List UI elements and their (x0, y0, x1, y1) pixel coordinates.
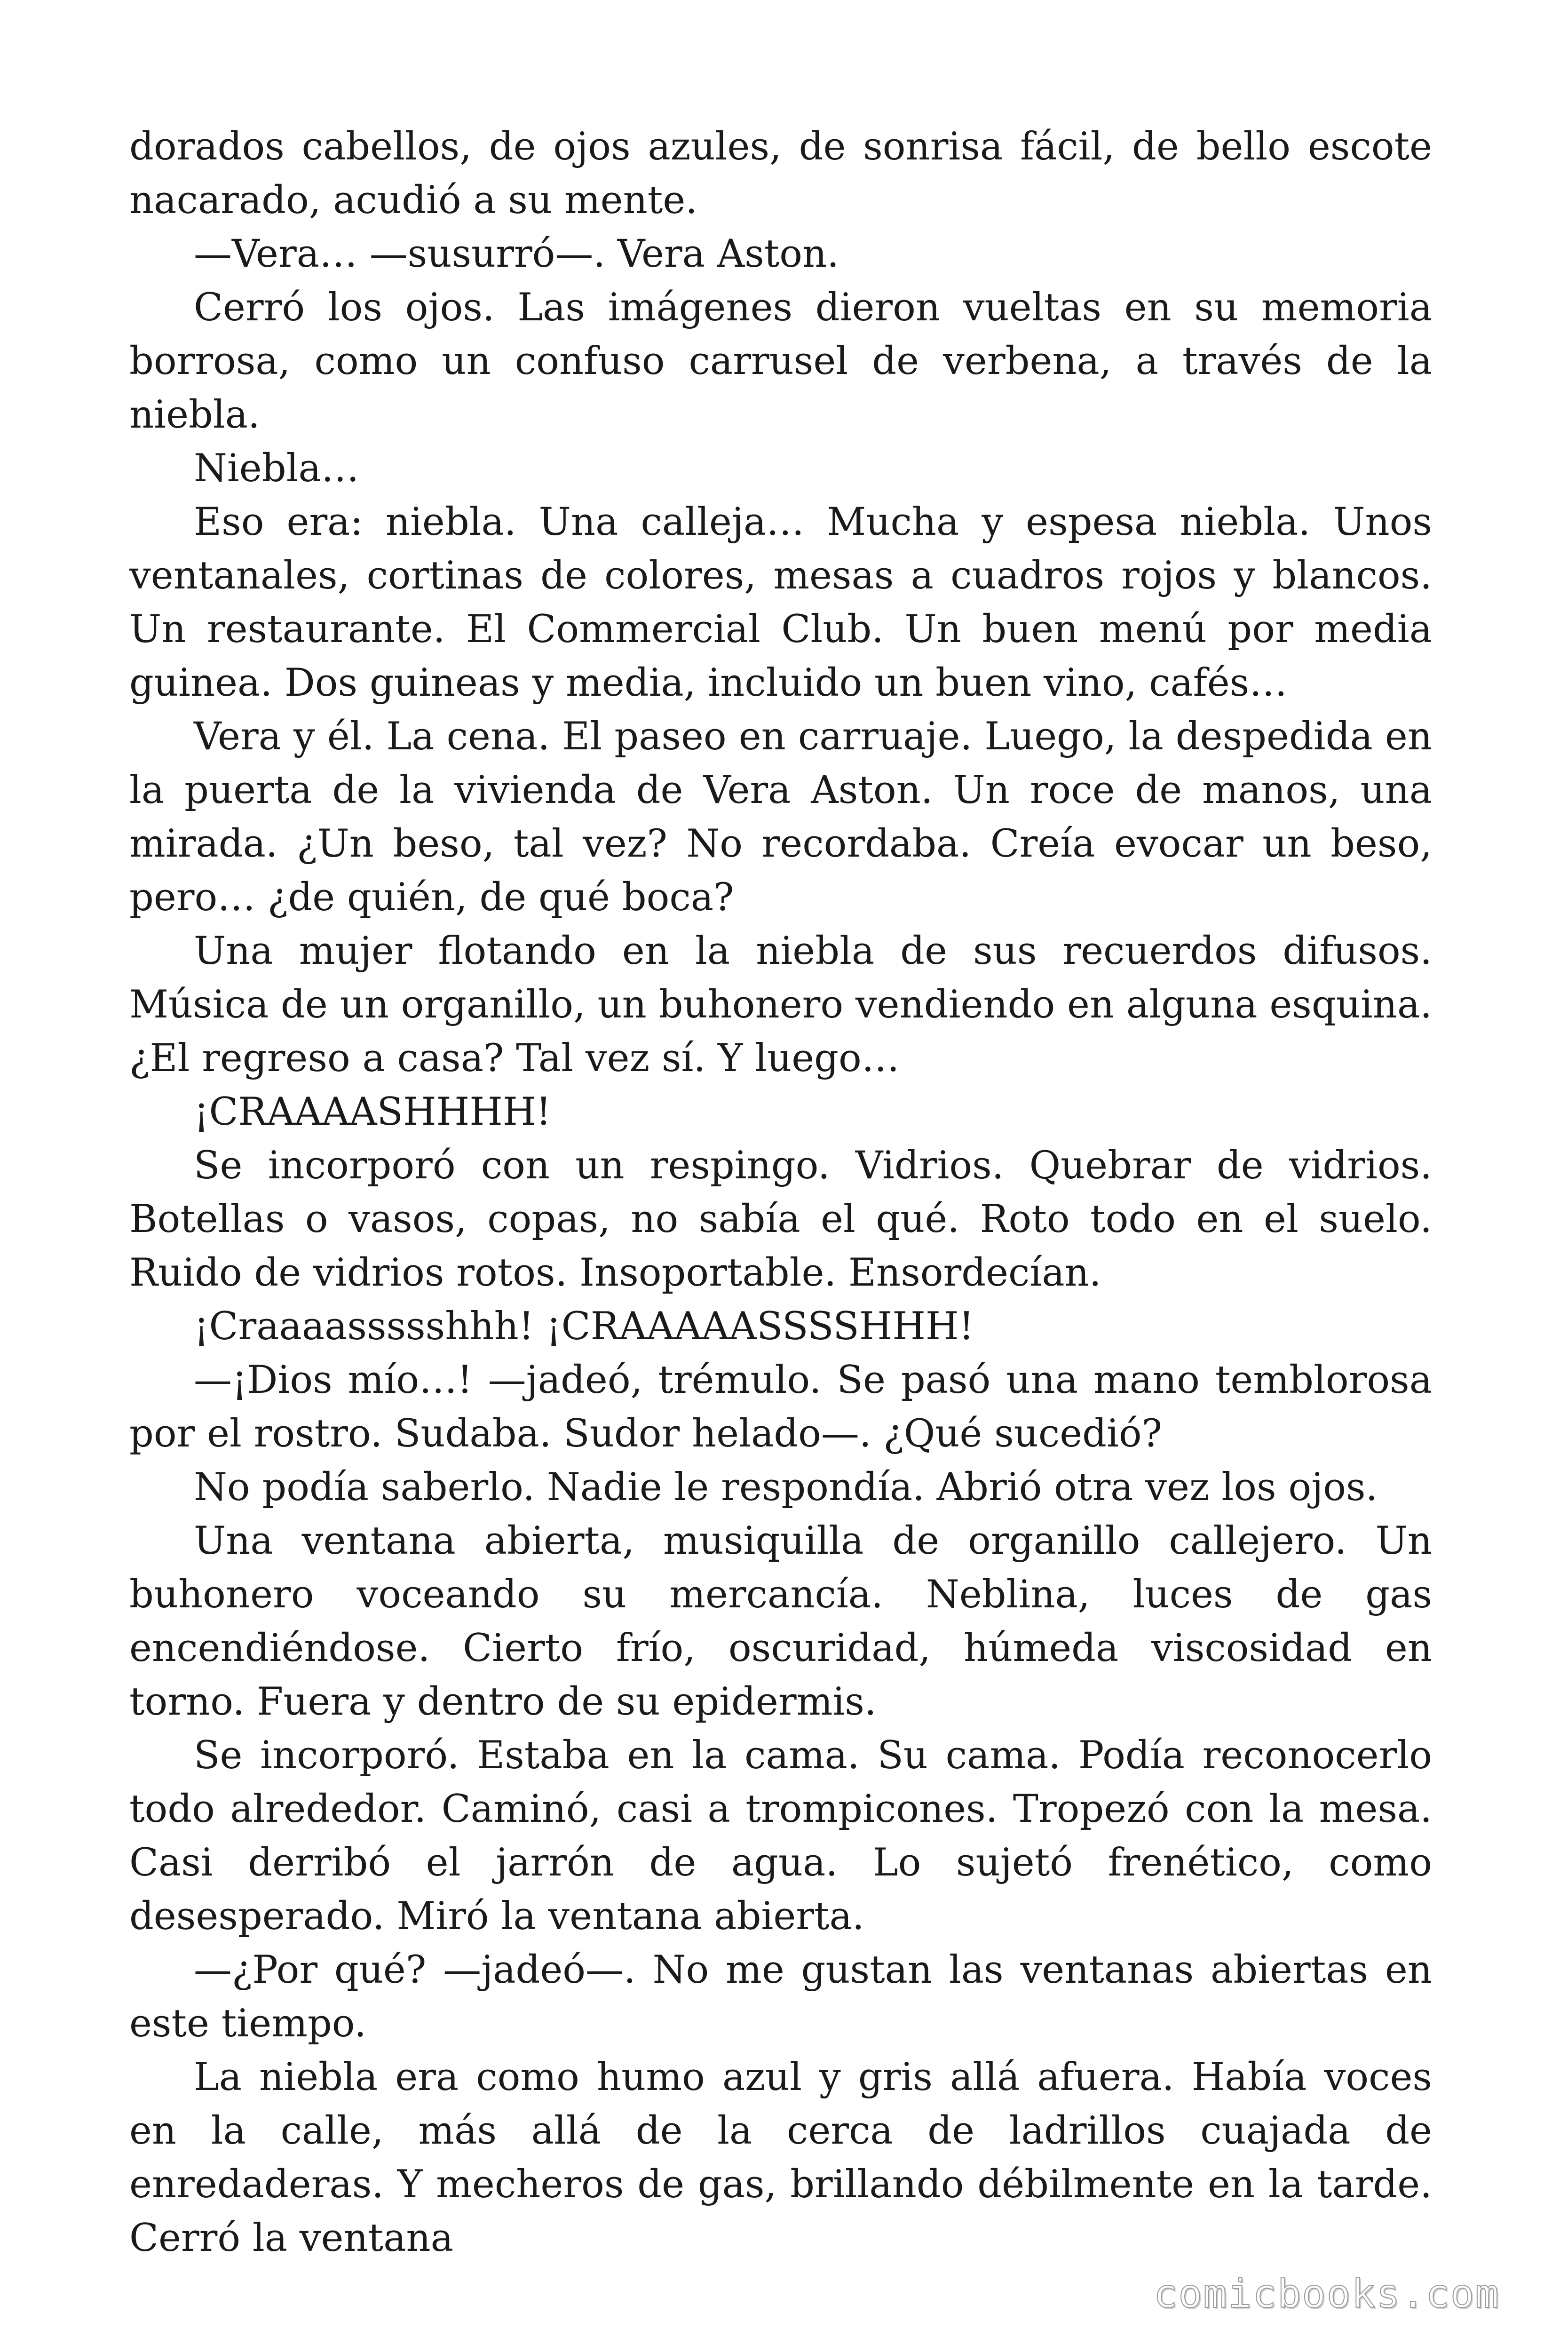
paragraph: Se incorporó con un respingo. Vidrios. Quebrar de vidrios. Botellas o vasos, copas, no sabía el qué. Roto todo en el suelo. Ruido de vidrios rotos. Insoportable. Ensordecían. (129, 1144, 1432, 1295)
paragraph: Se incorporó. Estaba en la cama. Su cama. Podía reconocerlo todo alrededor. Caminó, casi a trompicones. Tropezó con la mesa. Casi derribó el jarrón de agua. Lo sujetó frenético, como desesperado. Miró la ventana abierta. (129, 1733, 1432, 1939)
paragraph: La niebla era como humo azul y gris allá afuera. Había voces en la calle, más allá de la cerca de ladrillos cuajada de enredaderas. Y mecheros de gas, brillando débilmente en la tarde. Cerró la ventana (129, 2055, 1432, 2260)
paragraph: Cerró los ojos. Las imágenes dieron vueltas en su memoria borrosa, como un confuso carrusel de verbena, a través de la niebla. (129, 286, 1432, 437)
paragraph: —¡Dios mío…! —jadeó, trémulo. Se pasó una mano temblorosa por el rostro. Sudaba. Sudor helado—. ¿Qué sucedió? (129, 1358, 1432, 1456)
paragraph: ¡Craaaassssshhh! ¡CRAAAAASSSSHHH! (194, 1304, 974, 1349)
paragraph: —Vera… —susurró—. Vera Aston. (194, 232, 839, 276)
paragraph: ¡CRAAAASHHHH! (194, 1090, 552, 1134)
page-body (129, 120, 1432, 2265)
paragraph: Una mujer flotando en la niebla de sus recuerdos difusos. Música de un organillo, un buhonero vendiendo en alguna esquina. ¿El regreso a casa? Tal vez sí. Y luego… (129, 929, 1432, 1081)
paragraph: Vera y él. La cena. El paseo en carruaje. Luego, la despedida en la puerta de la vivienda de Vera Aston. Un roce de manos, una mirada. ¿Un beso, tal vez? No recordaba. Creía evocar un beso, pero… ¿de quién, de qué boca? (129, 715, 1432, 920)
paragraph: —¿Por qué? —jadeó—. No me gustan las ventanas abiertas en este tiempo. (129, 1948, 1432, 2046)
paragraph: Una ventana abierta, musiquilla de organillo callejero. Un buhonero voceando su mercancía. Neblina, luces de gas encendiéndose. Cierto frío, oscuridad, húmeda viscosidad en torno. Fuera y dentro de su epidermis. (129, 1519, 1432, 1724)
paragraph: No podía saberlo. Nadie le respondía. Abrió otra vez los ojos. (194, 1465, 1378, 1510)
watermark: comicbooks.com (1153, 2271, 1500, 2317)
paragraph: Niebla… (194, 446, 359, 491)
paragraph: dorados cabellos, de ojos azules, de sonrisa fácil, de bello escote nacarado, acudió a su mente. (129, 125, 1432, 222)
paragraph: Eso era: niebla. Una calleja… Mucha y espesa niebla. Unos ventanales, cortinas de colores, mesas a cuadros rojos y blancos. Un restaurante. El Commercial Club. Un buen menú por media guinea. Dos guineas y media, incluido un buen vino, cafés… (129, 500, 1432, 705)
